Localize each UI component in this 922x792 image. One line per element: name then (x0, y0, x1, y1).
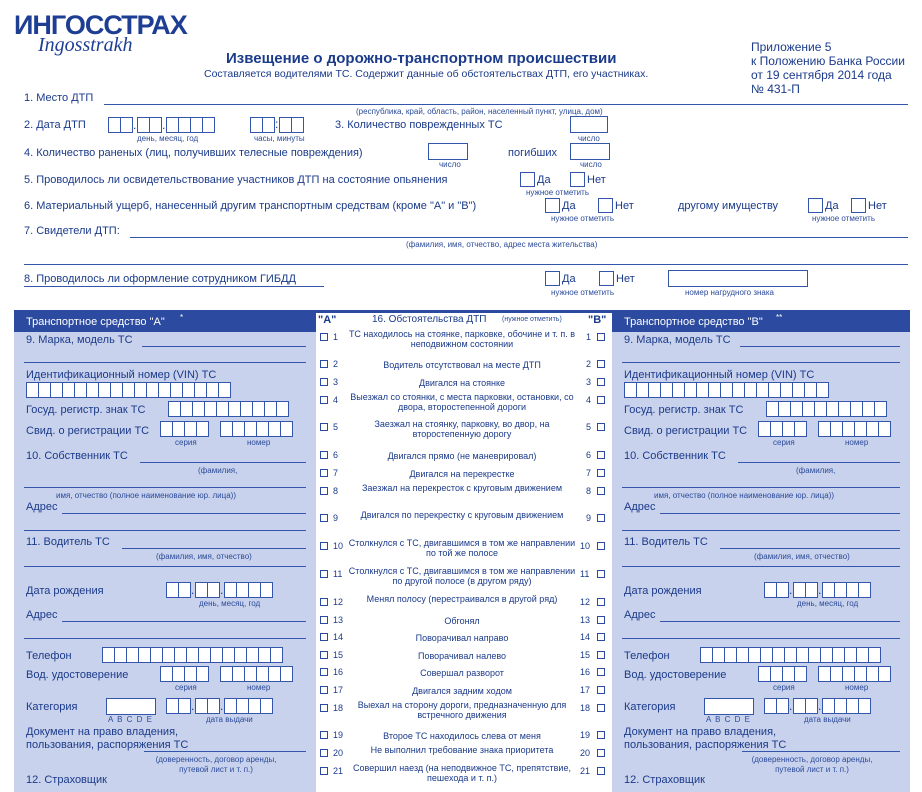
badge-number-input[interactable] (668, 270, 808, 287)
owner-address-input[interactable] (660, 513, 900, 514)
reg-cert-label: Свид. о регистрации ТС (26, 425, 150, 437)
issue-date-input[interactable] (166, 698, 272, 714)
field-8-label: 8. Проводилось ли оформление сотрудником ГИБДД (24, 273, 296, 285)
owner-label: 10. Собственник ТС (624, 450, 726, 462)
phone-input[interactable] (700, 647, 880, 663)
category-input[interactable] (106, 698, 156, 715)
driver-address-label: Адрес (26, 609, 58, 621)
driver-address-input-2[interactable] (24, 638, 306, 639)
circumstance-text: Столкнулся с ТС, двигавшимся в том же направлении по той же полосе (348, 538, 576, 558)
circumstance-b-checkbox[interactable] (597, 487, 605, 495)
phone-input[interactable] (102, 647, 282, 663)
ownership-doc-input[interactable] (742, 751, 900, 752)
circumstance-a-number: 5 (333, 422, 339, 432)
circumstance-b-checkbox[interactable] (597, 749, 605, 757)
vin-input[interactable] (624, 382, 828, 398)
circumstance-b-checkbox[interactable] (597, 651, 605, 659)
circumstance-text: Заезжал на стоянку, парковку, во двор, на второстепенную дорогу (374, 419, 550, 439)
circumstance-b-checkbox[interactable] (597, 469, 605, 477)
circumstance-a-checkbox[interactable] (320, 749, 328, 757)
f6-other-no-checkbox[interactable] (851, 198, 866, 213)
driver-address-input-2[interactable] (622, 638, 900, 639)
circumstance-a-checkbox[interactable] (320, 598, 328, 606)
badge-hint: номер нагрудного знака (685, 288, 774, 297)
circumstance-a-checkbox[interactable] (320, 633, 328, 641)
appendix-line-3: от 19 сентября 2014 года (751, 68, 892, 82)
circumstance-a-checkbox[interactable] (320, 469, 328, 477)
issue-date-hint: дата выдачи (206, 715, 253, 724)
plate-input[interactable] (168, 401, 288, 417)
circumstance-b-checkbox[interactable] (597, 704, 605, 712)
category-input[interactable] (704, 698, 754, 715)
field-3-hint: число (578, 134, 600, 143)
circumstance-text: Поворачивал направо (415, 633, 509, 643)
model-underline-2 (24, 362, 306, 363)
f5-no-label: Нет (587, 174, 606, 186)
license-label: Вод. удостоверение (26, 669, 129, 681)
field-1-label: 1. Место ДТП (24, 92, 94, 104)
driver-hint: (фамилия, имя, отчество) (156, 552, 252, 561)
owner-input-2[interactable] (622, 487, 900, 488)
f6-hint: нужное отметить (551, 214, 614, 223)
f6-other-no-label: Нет (868, 200, 887, 212)
circumstance-b-number: 2 (586, 359, 592, 369)
f5-yes-label: Да (537, 174, 551, 186)
license-series-hint: серия (773, 683, 795, 692)
circumstance-a-number: 17 (333, 685, 344, 695)
field-7-label: 7. Свидетели ДТП: (24, 225, 120, 237)
f8-yes-label: Да (562, 273, 576, 285)
circumstance-b-number: 8 (586, 486, 592, 496)
time-input[interactable] (250, 117, 303, 133)
circumstance-a-checkbox[interactable] (320, 616, 328, 624)
insurer-label: 12. Страховщик (26, 774, 107, 786)
f8-hint: нужное отметить (551, 288, 614, 297)
circumstance-b-number: 18 (580, 703, 591, 713)
circumstance-text: Выезжал со стоянки, с места парковки, остановки, со двора, второстепенной дороги (350, 392, 574, 412)
page-title: Извещение о дорожно-транспортном происшествии (226, 50, 617, 67)
reg-series-input[interactable] (758, 421, 806, 437)
reg-series-input[interactable] (160, 421, 208, 437)
circumstance-a-checkbox[interactable] (320, 704, 328, 712)
circumstance-b-number: 7 (586, 468, 592, 478)
insurer-label: 12. Страховщик (624, 774, 705, 786)
owner-input[interactable] (738, 462, 900, 463)
ownership-doc-hint: (доверенность, договор аренды, путевой лист и т. п.) (155, 755, 277, 774)
driver-input-2[interactable] (622, 566, 900, 567)
circumstance-a-number: 19 (333, 730, 344, 740)
time-hint: часы, минуты (254, 134, 305, 143)
phone-label: Телефон (26, 650, 72, 662)
category-letters: A B C D E (108, 715, 154, 724)
circumstance-b-checkbox[interactable] (597, 686, 605, 694)
circumstance-b-number: 11 (580, 569, 590, 579)
reg-series-hint: серия (773, 438, 795, 447)
vehicle-a-title-mark: * (180, 313, 184, 322)
license-series-hint: серия (175, 683, 197, 692)
f6-no-label: Нет (615, 200, 634, 212)
issue-date-hint: дата выдачи (804, 715, 851, 724)
driver-input[interactable] (122, 548, 306, 549)
circumstance-text: Не выполнил требование знака приоритета (370, 745, 554, 755)
circumstance-a-checkbox[interactable] (320, 686, 328, 694)
circumstance-b-number: 13 (580, 615, 591, 625)
f8-yes-checkbox[interactable] (545, 271, 560, 286)
birth-label: Дата рождения (26, 585, 104, 597)
circumstance-a-number: 6 (333, 450, 339, 460)
circumstance-text: Двигался по перекрестку с круговым движением (360, 510, 564, 520)
logo-ru: ИНГОССТРАХ (14, 10, 187, 40)
circumstance-a-number: 7 (333, 468, 339, 478)
circumstance-b-number: 5 (586, 422, 592, 432)
plate-input[interactable] (766, 401, 886, 417)
circumstance-a-number: 11 (333, 569, 343, 579)
circumstance-b-number: 1 (586, 332, 592, 342)
vehicle-b-title: Транспортное средство "В" (624, 316, 763, 328)
circumstance-text: Двигался задним ходом (412, 686, 512, 696)
circumstance-b-checkbox[interactable] (597, 451, 605, 459)
circumstance-a-number: 9 (333, 513, 339, 523)
circumstance-a-number: 15 (333, 650, 344, 660)
owner-input-2[interactable] (24, 487, 306, 488)
circumstance-a-number: 2 (333, 359, 339, 369)
ownership-doc-input[interactable] (144, 751, 306, 752)
circumstance-text: Менял полосу (перестраивался в другой ряд) (366, 594, 558, 604)
circumstance-a-number: 1 (333, 332, 339, 342)
reg-number-hint: номер (845, 438, 869, 447)
circumstance-b-number: 20 (580, 748, 591, 758)
circumstance-text: Водитель отсутствовал на месте ДТП (383, 360, 541, 370)
reg-series-hint: серия (175, 438, 197, 447)
owner-hint: имя, отчество (полное наименование юр. лица)) (56, 491, 236, 500)
owner-address-input[interactable] (62, 513, 306, 514)
reg-number-input[interactable] (220, 421, 292, 437)
driver-address-input[interactable] (62, 621, 306, 622)
circumstance-a-checkbox[interactable] (320, 767, 328, 775)
license-series-input[interactable] (160, 666, 208, 682)
f8-no-checkbox[interactable] (599, 271, 614, 286)
appendix-line-2: к Положению Банка России (751, 54, 905, 68)
f6-yes-checkbox[interactable] (545, 198, 560, 213)
circumstance-b-checkbox[interactable] (597, 731, 605, 739)
circumstance-text: Двигался на стоянке (418, 378, 505, 388)
circumstance-a-checkbox[interactable] (320, 731, 328, 739)
field-2-label: 2. Дата ДТП (24, 119, 86, 131)
owner-address-input-2[interactable] (622, 530, 900, 531)
model-input[interactable] (142, 346, 306, 347)
birth-label: Дата рождения (624, 585, 702, 597)
field-4-label: 4. Количество раненых (лиц, получивших телесные повреждения) (24, 147, 363, 159)
circumstance-text: Выехал на сторону дороги, предназначенную для встречного движения (357, 700, 567, 720)
license-series-input[interactable] (758, 666, 806, 682)
circumstance-a-number: 20 (333, 748, 344, 758)
circumstance-b-checkbox[interactable] (597, 767, 605, 775)
field-1-hint: (республика, край, область, район, населенный пункт, улица, дом) (356, 107, 603, 116)
circumstance-a-number: 10 (333, 541, 344, 551)
circumstances-title: 16. Обстоятельства ДТП (372, 314, 487, 325)
model-underline-2 (622, 362, 900, 363)
category-letters: A B C D E (706, 715, 752, 724)
owner-label: 10. Собственник ТС (26, 450, 128, 462)
injured-hint: число (439, 160, 461, 169)
circumstance-text: Двигался прямо (не маневрировал) (387, 451, 537, 461)
circumstance-b-number: 6 (586, 450, 592, 460)
circumstance-a-checkbox[interactable] (320, 487, 328, 495)
field-3-label: 3. Количество поврежденных ТС (335, 119, 503, 131)
owner-address-label: Адрес (624, 501, 656, 513)
driver-input[interactable] (720, 548, 900, 549)
circumstance-a-number: 3 (333, 377, 339, 387)
field-1-input[interactable] (104, 104, 908, 105)
date-hint: день, месяц, год (137, 134, 199, 143)
circumstance-text: Совершил наезд (на неподвижное ТС, препятствие, пешехода и т. п.) (353, 763, 571, 783)
license-number-input[interactable] (818, 666, 890, 682)
f6-other-yes-label: Да (825, 200, 839, 212)
circumstance-b-checkbox[interactable] (597, 616, 605, 624)
dead-hint: число (580, 160, 602, 169)
reg-number-hint: номер (247, 438, 271, 447)
reg-cert-label: Свид. о регистрации ТС (624, 425, 748, 437)
f6-other-hint: нужное отметить (812, 214, 875, 223)
circumstance-b-number: 15 (580, 650, 591, 660)
circumstance-text: Поворачивал налево (417, 651, 507, 661)
model-label: 9. Марка, модель ТС (26, 334, 133, 346)
circumstance-a-checkbox[interactable] (320, 360, 328, 368)
circumstance-b-checkbox[interactable] (597, 633, 605, 641)
circumstance-b-checkbox[interactable] (597, 396, 605, 404)
circumstance-a-number: 14 (333, 632, 344, 642)
owner-address-input-2[interactable] (24, 530, 306, 531)
circumstance-text: Второе ТС находилось слева от меня (383, 731, 541, 741)
circumstance-b-number: 9 (586, 513, 592, 523)
circumstance-a-number: 8 (333, 486, 339, 496)
logo-en: Ingosstrakh (38, 34, 133, 56)
circumstance-b-number: 3 (586, 377, 592, 387)
f5-no-checkbox[interactable] (570, 172, 585, 187)
birth-hint: день, месяц, год (797, 599, 859, 608)
dead-label: погибших (508, 147, 558, 159)
birth-input[interactable] (764, 582, 870, 598)
circumstances-title-hint: (нужное отметить) (502, 316, 562, 323)
owner-surname-hint: (фамилия, (796, 466, 836, 475)
model-input[interactable] (740, 346, 900, 347)
circumstance-a-number: 12 (333, 597, 344, 607)
circumstance-a-checkbox[interactable] (320, 668, 328, 676)
circumstance-text: Заезжал на перекресток с круговым движением (361, 483, 563, 493)
circumstance-a-checkbox[interactable] (320, 423, 328, 431)
circumstance-b-number: 4 (586, 395, 592, 405)
vehicle-b-title-mark: ** (776, 313, 783, 322)
col-a-label: "А" (318, 314, 337, 326)
driver-address-input[interactable] (660, 621, 900, 622)
circumstance-a-checkbox[interactable] (320, 542, 328, 550)
license-label: Вод. удостоверение (624, 669, 727, 681)
ownership-doc-hint: (доверенность, договор аренды, путевой лист и т. п.) (751, 755, 873, 774)
circumstance-a-checkbox[interactable] (320, 396, 328, 404)
circumstance-b-number: 21 (580, 766, 591, 776)
circumstance-text: Обгонял (444, 616, 480, 626)
plate-label: Госуд. регистр. знак ТС (26, 404, 146, 416)
vin-label: Идентификационный номер (VIN) ТС (624, 369, 815, 381)
vehicle-a-title: Транспортное средство "А" (26, 316, 165, 328)
driver-label: 11. Водитель ТС (26, 536, 110, 548)
owner-address-label: Адрес (26, 501, 58, 513)
f6-no-checkbox[interactable] (598, 198, 613, 213)
circumstance-text: Совершал разворот (420, 668, 504, 678)
model-label: 9. Марка, модель ТС (624, 334, 731, 346)
circumstance-a-checkbox[interactable] (320, 451, 328, 459)
circumstance-a-number: 4 (333, 395, 339, 405)
circumstance-a-number: 21 (333, 766, 344, 776)
issue-date-input[interactable] (764, 698, 870, 714)
circumstance-b-checkbox[interactable] (597, 360, 605, 368)
driver-hint: (фамилия, имя, отчество) (754, 552, 850, 561)
license-number-hint: номер (845, 683, 869, 692)
owner-hint: имя, отчество (полное наименование юр. лица)) (654, 491, 834, 500)
appendix-line-4: № 431-П (751, 82, 800, 96)
field-6-label: 6. Материальный ущерб, нанесенный другим транспортным средствам (кроме "А" и "В") (24, 200, 477, 212)
driver-label: 11. Водитель ТС (624, 536, 708, 548)
circumstance-b-checkbox[interactable] (597, 598, 605, 606)
category-label: Категория (624, 701, 676, 713)
date-input[interactable] (108, 117, 214, 133)
circumstance-text: Столкнулся с ТС, двигавшимся в том же направлении по другой полосе (в другом ряду) (348, 566, 576, 586)
witness-input-2[interactable] (24, 264, 908, 265)
col-b-label: "В" (588, 314, 607, 326)
vin-label: Идентификационный номер (VIN) ТС (26, 369, 217, 381)
f6-other-label: другому имуществу (678, 200, 779, 212)
birth-hint: день, месяц, год (199, 599, 261, 608)
category-label: Категория (26, 701, 78, 713)
circumstance-a-checkbox[interactable] (320, 333, 328, 341)
circumstance-a-number: 13 (333, 615, 344, 625)
circumstance-text: ТС находилось на стоянке, парковке, обочине и т. п. в неподвижном состоянии (348, 329, 576, 349)
circumstance-a-checkbox[interactable] (320, 378, 328, 386)
circumstance-a-number: 18 (333, 703, 344, 713)
circumstance-b-number: 14 (580, 632, 591, 642)
damaged-count-input[interactable] (570, 116, 608, 133)
circumstance-b-checkbox[interactable] (597, 514, 605, 522)
witness-input-1[interactable] (130, 237, 908, 238)
f6-other-yes-checkbox[interactable] (808, 198, 823, 213)
driver-input-2[interactable] (24, 566, 306, 567)
circumstance-b-number: 10 (580, 541, 591, 551)
circumstance-b-number: 17 (580, 685, 591, 695)
f5-hint: нужное отметить (526, 188, 589, 197)
license-number-hint: номер (247, 683, 271, 692)
circumstance-b-checkbox[interactable] (597, 378, 605, 386)
plate-label: Госуд. регистр. знак ТС (624, 404, 744, 416)
dead-count-input[interactable] (570, 143, 610, 160)
page-subtitle: Составляется водителями ТС. Содержит данные об обстоятельствах ДТП, его участниках. (204, 68, 649, 80)
circumstance-b-checkbox[interactable] (597, 333, 605, 341)
vin-input[interactable] (26, 382, 230, 398)
injured-count-input[interactable] (428, 143, 468, 160)
birth-input[interactable] (166, 582, 272, 598)
circumstance-b-checkbox[interactable] (597, 668, 605, 676)
reg-number-input[interactable] (818, 421, 890, 437)
appendix-line-1: Приложение 5 (751, 40, 832, 54)
ownership-doc-label: Документ на право владения, пользования, распоряжения ТС (26, 726, 189, 751)
circumstance-b-checkbox[interactable] (597, 570, 605, 578)
circumstance-a-checkbox[interactable] (320, 514, 328, 522)
ownership-doc-label: Документ на право владения, пользования, распоряжения ТС (624, 726, 787, 751)
owner-input[interactable] (140, 462, 306, 463)
field-5-label: 5. Проводилось ли освидетельствование участников ДТП на состояние опьянения (24, 174, 448, 186)
circumstance-b-number: 12 (580, 597, 591, 607)
circumstance-a-checkbox[interactable] (320, 651, 328, 659)
owner-surname-hint: (фамилия, (198, 466, 238, 475)
driver-address-label: Адрес (624, 609, 656, 621)
f6-yes-label: Да (562, 200, 576, 212)
circumstance-b-checkbox[interactable] (597, 423, 605, 431)
circumstance-b-number: 16 (580, 667, 591, 677)
circumstance-text: Двигался на перекрестке (409, 469, 515, 479)
circumstance-b-number: 19 (580, 730, 591, 740)
field-7-hint: (фамилия, имя, отчество, адрес места жительства) (406, 240, 598, 249)
license-number-input[interactable] (220, 666, 292, 682)
phone-label: Телефон (624, 650, 670, 662)
f5-yes-checkbox[interactable] (520, 172, 535, 187)
circumstance-a-checkbox[interactable] (320, 570, 328, 578)
circumstance-b-checkbox[interactable] (597, 542, 605, 550)
circumstance-a-number: 16 (333, 667, 344, 677)
f8-no-label: Нет (616, 273, 635, 285)
circumstances-header (316, 310, 612, 313)
field-8-underline (24, 286, 324, 287)
